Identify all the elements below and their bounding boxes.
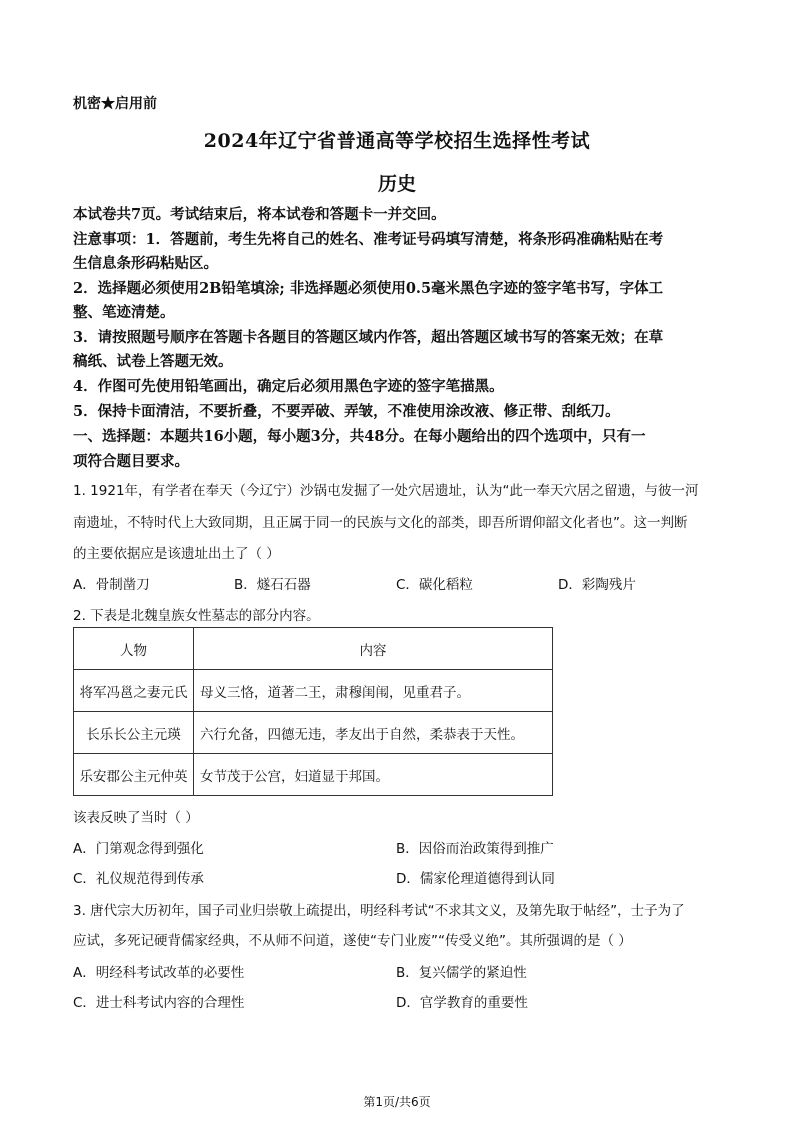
question-text: 应试，多死记硬背儒家经典，不从师不问道，遂使“专门业废”“传受义绝”。其所强调的是（ ）: [73, 933, 632, 949]
option-d: D．官学教育的重要性: [396, 995, 528, 1011]
table-row: [74, 712, 553, 754]
instruction-line: 稿纸、试卷上答题无效。: [73, 353, 233, 370]
option-d: D．儒家伦理道德得到认同: [396, 871, 555, 887]
instruction-line: 生信息条形码粘贴区。: [73, 255, 218, 272]
section-heading: 一、选择题：本题共16小题，每小题3分，共48分。在每小题给出的四个选项中，只有一: [73, 428, 646, 445]
option-d: D．彩陶残片: [558, 577, 636, 593]
question-text: 该表反映了当时（ ）: [73, 810, 199, 826]
option-a: A．门第观念得到强化: [73, 841, 204, 857]
page-number: 第1页/共6页: [363, 1095, 431, 1109]
instruction-line: 本试卷共7页。考试结束后，将本试卷和答题卡一并交回。: [73, 206, 446, 223]
table-row: [74, 670, 553, 712]
table-header-row: [74, 628, 553, 670]
exam-title: 2024年辽宁省普通高等学校招生选择性考试: [203, 130, 591, 152]
confidential-label: 机密★启用前: [73, 96, 157, 112]
option-b: B．燧石石器: [234, 577, 311, 593]
instruction-line: 注意事项：1．答题前，考生先将自己的姓名、准考证号码填写清楚，将条形码准确粘贴在考: [73, 231, 664, 248]
option-a: A．骨制凿刀: [73, 577, 150, 593]
table-cell: 母义三恪，道著二王，肃穆闺闱，见重君子。: [194, 670, 553, 712]
section-heading: 项符合题目要求。: [73, 453, 189, 470]
option-b: B．复兴儒学的紧迫性: [396, 965, 527, 981]
option-c: C．进士科考试内容的合理性: [73, 995, 245, 1011]
instruction-line: 3．请按照题号顺序在答题卡各题目的答题区域内作答，超出答题区域书写的答案无效；在草: [73, 329, 664, 346]
instruction-line: 4．作图可先使用铅笔画出，确定后必须用黑色字迹的签字笔描黑。: [73, 378, 504, 395]
question-text: 2. 下表是北魏皇族女性墓志的部分内容。: [73, 608, 320, 624]
table-cell: 六行允备，四德无违，孝友出于自然，柔恭表于天性。: [194, 712, 553, 754]
table-cell: 女节茂于公宫，妇道显于邦国。: [194, 754, 553, 796]
instruction-line: 2．选择题必须使用2B铅笔填涂; 非选择题必须使用0.5毫米黑色字迹的签字笔书写，字体工: [73, 280, 664, 297]
option-a: A．明经科考试改革的必要性: [73, 965, 245, 981]
instruction-line: 5．保持卡面清洁，不要折叠，不要弄破、弄皱，不准使用涂改液、修正带、刮纸刀。: [73, 403, 620, 420]
option-b: B．因俗而治政策得到推广: [396, 841, 554, 857]
question-text: 的主要依据应是该遗址出土了（ ）: [73, 546, 280, 562]
inscription-table: [73, 627, 553, 796]
question-text: 南遗址，不特时代上大致同期，且正属于同一的民族与文化的部类，即吾所谓仰韶文化者也”。这一判断: [73, 515, 688, 531]
instruction-line: 整、笔迹清楚。: [73, 304, 175, 321]
table-row: [74, 754, 553, 796]
table-cell: 乐安郡公主元仲英: [74, 754, 194, 796]
table-cell: 长乐长公主元瑛: [74, 712, 194, 754]
question-text: 1. 1921年，有学者在奉天（今辽宁）沙锅屯发掘了一处穴居遗址，认为“此一奉天穴居之留遗，与彼一河: [73, 483, 699, 499]
table-cell: 将军冯邕之妻元氏: [74, 670, 194, 712]
column-header: 内容: [194, 628, 553, 670]
column-header: 人物: [74, 628, 194, 670]
question-text: 3. 唐代宗大历初年，国子司业归崇敬上疏提出，明经科考试“不求其文义，及第先取于帖经”，士子为了: [73, 903, 685, 919]
option-c: C．碳化稻粒: [396, 577, 473, 593]
subject-title: 历史: [377, 173, 416, 195]
option-c: C．礼仪规范得到传承: [73, 871, 204, 887]
